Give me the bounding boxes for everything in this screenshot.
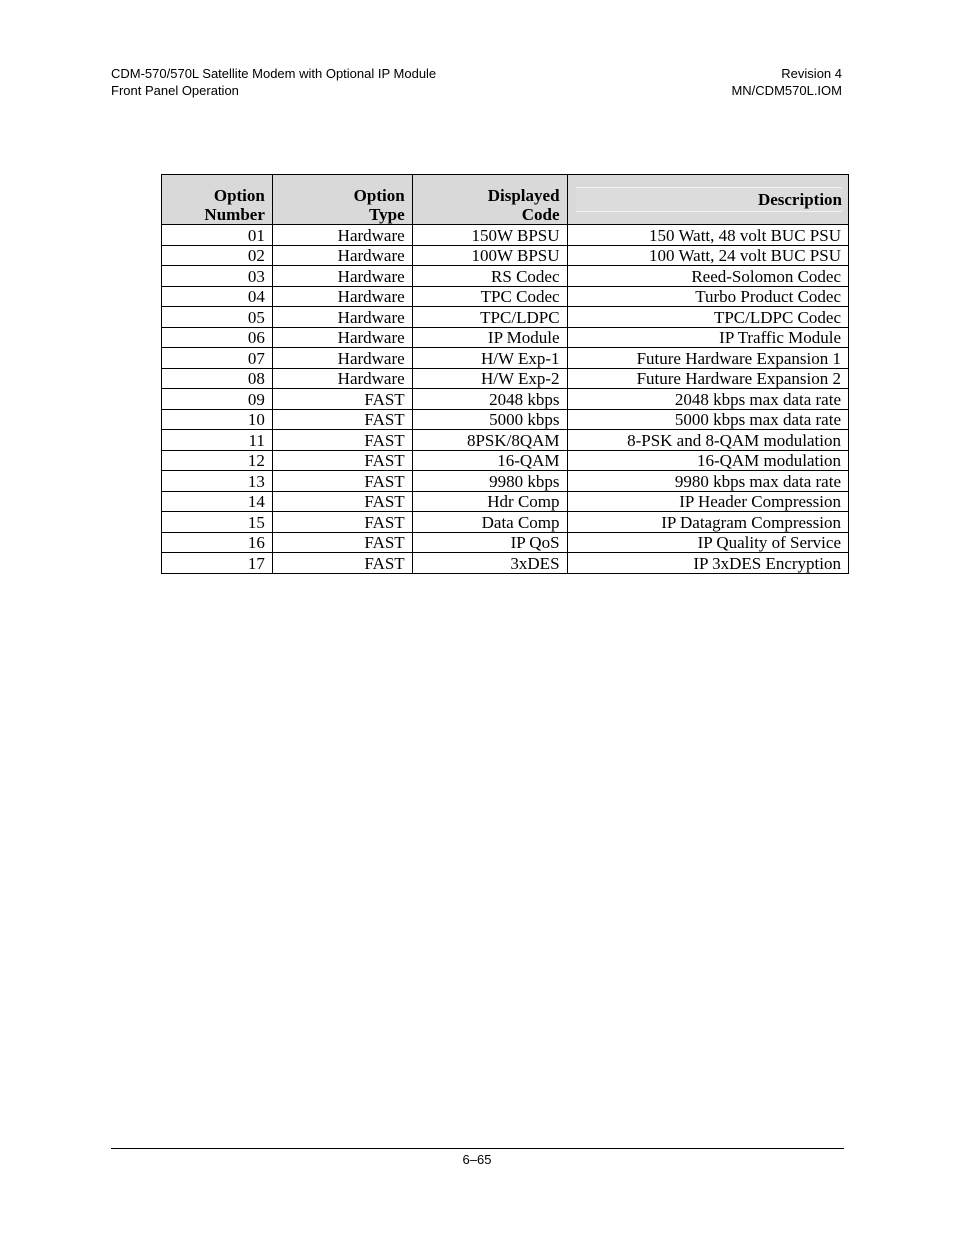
cell-description: IP Quality of Service xyxy=(567,532,848,553)
cell-displayed-code: TPC Codec xyxy=(412,286,567,307)
cell-option-number: 11 xyxy=(162,430,273,451)
table-row xyxy=(162,348,849,369)
cell-displayed-code: 100W BPSU xyxy=(412,245,567,266)
cell-option-type: FAST xyxy=(272,512,412,533)
cell-option-type: FAST xyxy=(272,471,412,492)
cell-description: TPC/LDPC Codec xyxy=(567,307,848,328)
options-table-body xyxy=(162,225,849,574)
cell-displayed-code: IP Module xyxy=(412,327,567,348)
cell-option-type: FAST xyxy=(272,389,412,410)
cell-description: IP Traffic Module xyxy=(567,327,848,348)
cell-description: Reed-Solomon Codec xyxy=(567,266,848,287)
cell-option-type: Hardware xyxy=(272,327,412,348)
cell-option-number: 12 xyxy=(162,450,273,471)
cell-option-type: Hardware xyxy=(272,286,412,307)
column-header-option-type xyxy=(272,175,412,225)
cell-description: IP 3xDES Encryption xyxy=(567,553,848,574)
table-row xyxy=(162,512,849,533)
cell-option-number: 03 xyxy=(162,266,273,287)
table-row xyxy=(162,225,849,246)
cell-description: 16-QAM modulation xyxy=(567,450,848,471)
column-header-line: Code xyxy=(521,205,560,224)
table-row xyxy=(162,553,849,574)
cell-option-number: 06 xyxy=(162,327,273,348)
column-header-line: Displayed xyxy=(487,186,560,205)
column-header-option-number xyxy=(162,175,273,225)
cell-displayed-code: IP QoS xyxy=(412,532,567,553)
cell-option-type: FAST xyxy=(272,430,412,451)
cell-option-number: 10 xyxy=(162,409,273,430)
cell-description: 150 Watt, 48 volt BUC PSU xyxy=(567,225,848,246)
cell-displayed-code: H/W Exp-1 xyxy=(412,348,567,369)
table-row xyxy=(162,389,849,410)
cell-option-number: 17 xyxy=(162,553,273,574)
cell-option-type: FAST xyxy=(272,450,412,471)
cell-option-type: FAST xyxy=(272,491,412,512)
cell-option-number: 14 xyxy=(162,491,273,512)
page-number: 6–65 xyxy=(462,1152,492,1167)
cell-description: Future Hardware Expansion 2 xyxy=(567,368,848,389)
column-header-line: Option xyxy=(353,186,405,205)
cell-displayed-code: 3xDES xyxy=(412,553,567,574)
cell-option-type: Hardware xyxy=(272,368,412,389)
cell-description: 2048 kbps max data rate xyxy=(567,389,848,410)
cell-description: IP Datagram Compression xyxy=(567,512,848,533)
cell-description: 8-PSK and 8-QAM modulation xyxy=(567,430,848,451)
cell-displayed-code: 150W BPSU xyxy=(412,225,567,246)
running-header-left xyxy=(111,66,436,99)
column-header-line: Type xyxy=(369,205,405,224)
cell-displayed-code: 16-QAM xyxy=(412,450,567,471)
cell-displayed-code: Hdr Comp xyxy=(412,491,567,512)
table-row xyxy=(162,327,849,348)
cell-displayed-code: TPC/LDPC xyxy=(412,307,567,328)
document-title: CDM-570/570L Satellite Modem with Optional IP Module xyxy=(111,66,437,81)
cell-option-number: 01 xyxy=(162,225,273,246)
table-row xyxy=(162,409,849,430)
table-row xyxy=(162,266,849,287)
column-header-line: Description xyxy=(576,187,842,212)
table-row xyxy=(162,286,849,307)
chapter-title: Front Panel Operation xyxy=(111,82,239,98)
cell-option-type: FAST xyxy=(272,532,412,553)
column-header-displayed-code xyxy=(412,175,567,225)
cell-option-number: 09 xyxy=(162,389,273,410)
cell-description: 5000 kbps max data rate xyxy=(567,409,848,430)
cell-option-number: 15 xyxy=(162,512,273,533)
cell-option-number: 13 xyxy=(162,471,273,492)
cell-option-number: 08 xyxy=(162,368,273,389)
cell-option-number: 07 xyxy=(162,348,273,369)
cell-description: Future Hardware Expansion 1 xyxy=(567,348,848,369)
table-row xyxy=(162,245,849,266)
table-row xyxy=(162,307,849,328)
cell-displayed-code: 8PSK/8QAM xyxy=(412,430,567,451)
cell-displayed-code: 9980 kbps xyxy=(412,471,567,492)
column-header-line: Option xyxy=(213,186,265,205)
cell-option-type: Hardware xyxy=(272,348,412,369)
header-row xyxy=(162,175,849,225)
cell-description: 100 Watt, 24 volt BUC PSU xyxy=(567,245,848,266)
running-header-right xyxy=(731,66,842,99)
cell-description: IP Header Compression xyxy=(567,491,848,512)
cell-option-type: Hardware xyxy=(272,225,412,246)
cell-description: 9980 kbps max data rate xyxy=(567,471,848,492)
table-row xyxy=(162,491,849,512)
table-row xyxy=(162,430,849,451)
cell-description: Turbo Product Codec xyxy=(567,286,848,307)
column-header-line: Number xyxy=(204,205,265,224)
cell-option-number: 04 xyxy=(162,286,273,307)
cell-option-type: Hardware xyxy=(272,266,412,287)
cell-option-type: Hardware xyxy=(272,307,412,328)
table-row xyxy=(162,450,849,471)
options-table xyxy=(161,174,849,574)
revision-label: Revision 4 xyxy=(781,66,842,81)
cell-displayed-code: H/W Exp-2 xyxy=(412,368,567,389)
cell-option-number: 16 xyxy=(162,532,273,553)
cell-displayed-code: RS Codec xyxy=(412,266,567,287)
cell-option-number: 05 xyxy=(162,307,273,328)
cell-option-number: 02 xyxy=(162,245,273,266)
cell-displayed-code: Data Comp xyxy=(412,512,567,533)
cell-displayed-code: 2048 kbps xyxy=(412,389,567,410)
cell-displayed-code: 5000 kbps xyxy=(412,409,567,430)
cell-option-type: FAST xyxy=(272,553,412,574)
options-table-header xyxy=(162,175,849,225)
footer-rule xyxy=(111,1148,844,1149)
table-row xyxy=(162,368,849,389)
column-header-description xyxy=(567,175,848,225)
table-row xyxy=(162,471,849,492)
cell-option-type: Hardware xyxy=(272,245,412,266)
cell-option-type: FAST xyxy=(272,409,412,430)
document-number: MN/CDM570L.IOM xyxy=(731,82,842,98)
table-row xyxy=(162,532,849,553)
